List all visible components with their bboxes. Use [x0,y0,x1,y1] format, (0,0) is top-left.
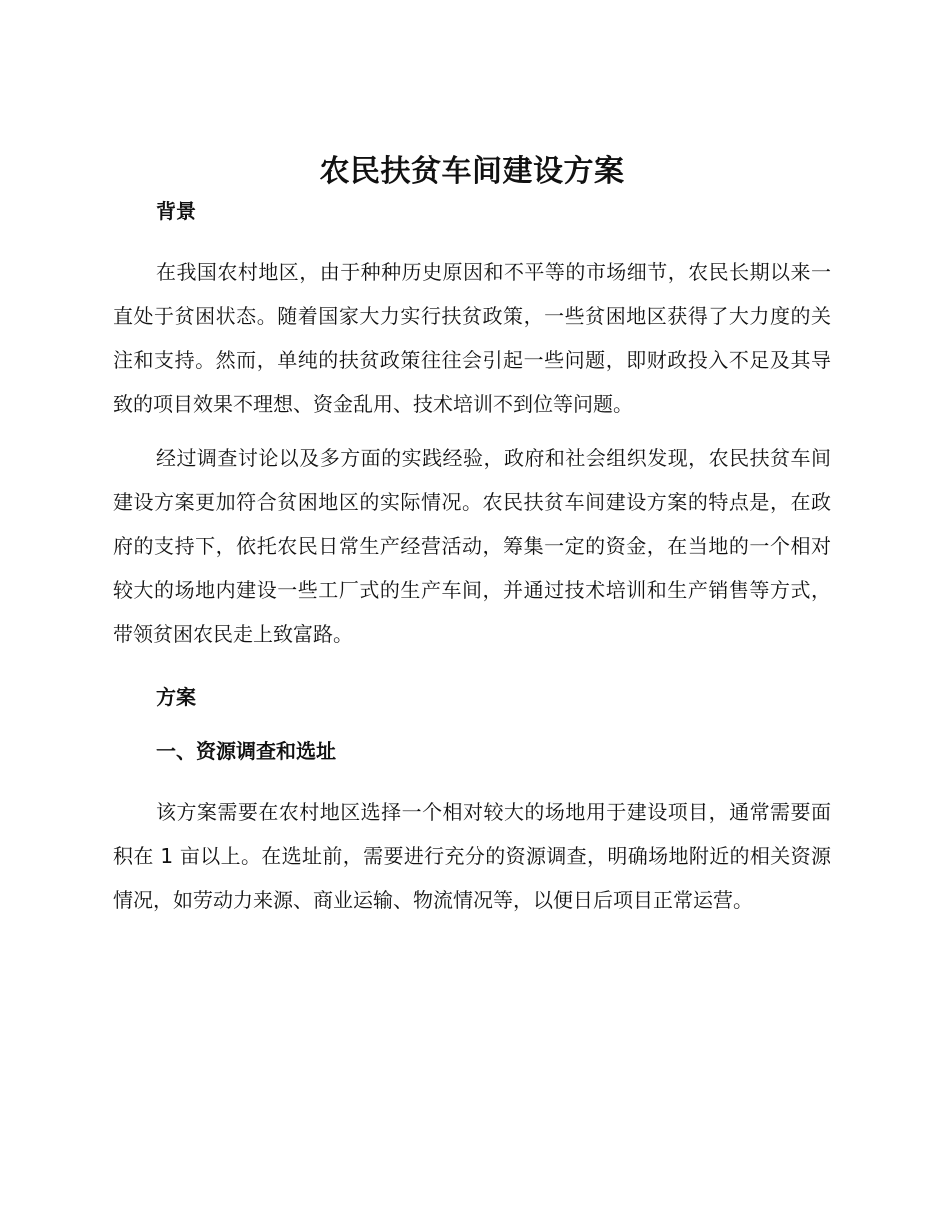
subsection-heading-resource-survey: 一、资源调查和选址 [156,739,336,763]
section-heading-background: 背景 [156,199,196,223]
paragraph-background-2: 经过调查讨论以及多方面的实践经验，政府和社会组织发现，农民扶贫车间建设方案更加符合贫困地区的实际情况。农民扶贫车间建设方案的特点是，在政府的支持下，依托农民日常生产经营活动，筹集一定的资金，在当地的一个相对较大的场地内建设一些工厂式的生产车间，并通过技术培训和生产销售等方式，带领贫困农民走上致富路。 [113,446,831,646]
paragraph-resource-survey: 该方案需要在农村地区选择一个相对较大的场地用于建设项目，通常需要面积在 1 亩以上。在选址前，需要进行充分的资源调查，明确场地附近的相关资源情况，如劳动力来源、商业运输、物流情况等，以便日后项目正常运营。 [113,800,831,912]
paragraph-background-1: 在我国农村地区，由于种种历史原因和不平等的市场细节，农民长期以来一直处于贫困状态。随着国家大力实行扶贫政策，一些贫困地区获得了大力度的关注和支持。然而，单纯的扶贫政策往往会引起一些问题，即财政投入不足及其导致的项目效果不理想、资金乱用、技术培训不到位等问题。 [113,260,831,416]
document-title: 农民扶贫车间建设方案 [319,154,625,189]
section-heading-plan: 方案 [156,685,196,709]
document-body [113,150,831,932]
